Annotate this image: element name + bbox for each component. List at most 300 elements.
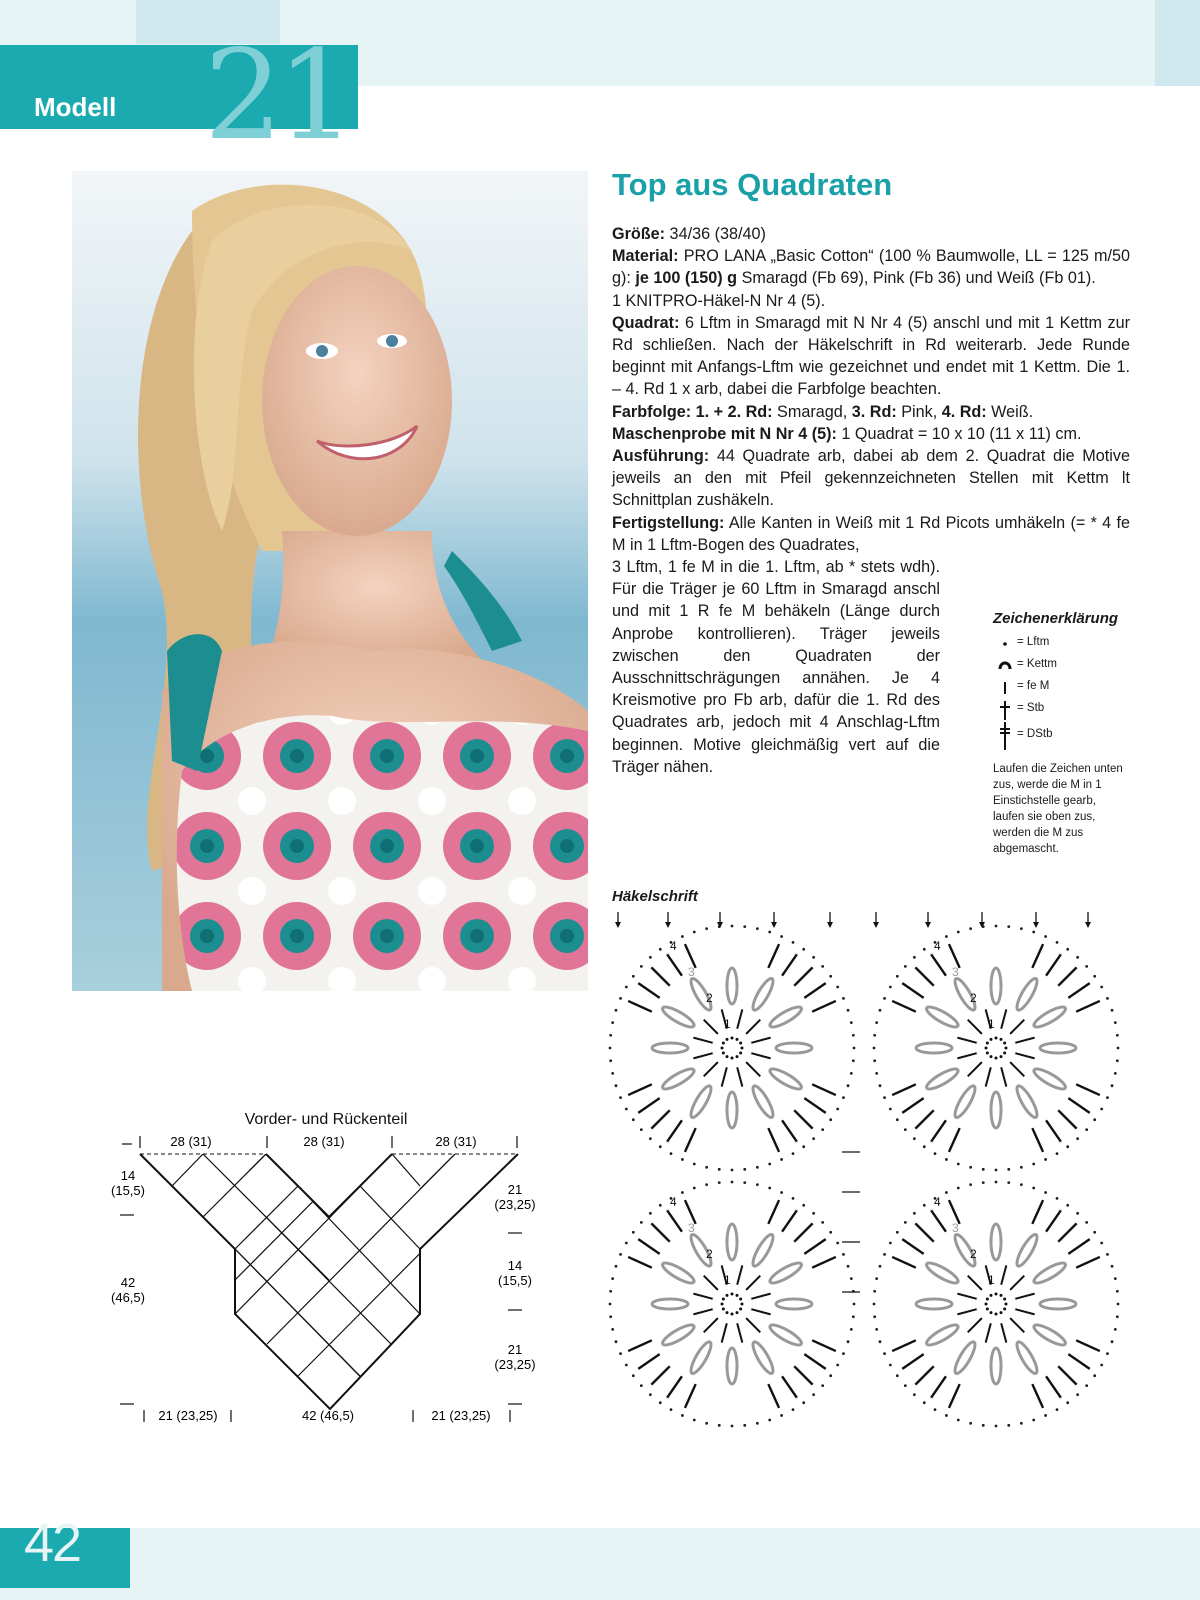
chain-dot (1116, 1059, 1119, 1062)
chain-dot (904, 1221, 907, 1224)
model-label: Modell (34, 92, 117, 122)
treble-mark (1032, 1384, 1043, 1408)
chain-dot (609, 1290, 612, 1293)
join-arrow-head (665, 922, 671, 928)
chain-dot (1000, 1311, 1003, 1314)
stitch-mark (704, 1020, 718, 1034)
petal-mark (750, 1340, 777, 1376)
treble-mark (667, 1210, 682, 1231)
chain-dot (768, 1163, 771, 1166)
spec-square: Quadrat: 6 Lftm in Smaragd mit N Nr 4 (5) anschl und mit 1 Kettm zur Rd schließen. Nach der Häkelschrift in Rd weiterarb. Jede Runde beginnt mit Anfangs-Lftm wie gezeichnet und endet mit 1 Kettm. Die 1. – 4. Rd 1 x arb, dabei die Farbfolge beachten. (612, 313, 1130, 399)
chain-dot (889, 986, 892, 989)
stitch-mark (722, 1323, 727, 1342)
petal-mark (1040, 1043, 1076, 1053)
chain-dot (609, 1047, 612, 1050)
treble-mark (1068, 1239, 1089, 1254)
chain-dot (768, 931, 771, 934)
round-label: 2 (970, 991, 977, 1005)
chain-dot (873, 1034, 876, 1037)
chain-dot (681, 1158, 684, 1161)
treble-mark (915, 1223, 933, 1241)
petal-mark (652, 1043, 688, 1053)
chain-dot (1117, 1047, 1120, 1050)
round-label: 1 (988, 1273, 995, 1287)
petal-mark (1040, 1299, 1076, 1309)
join-arrow-head (873, 922, 879, 928)
treble-mark (931, 1210, 946, 1231)
chain-dot (1066, 948, 1069, 951)
chain-dot (693, 1187, 696, 1190)
petal-mark (750, 1084, 777, 1120)
legend-item: = Stb (993, 699, 1128, 721)
chain-dot (792, 1408, 795, 1411)
chain-dot (850, 1072, 853, 1075)
treble-mark (1068, 983, 1089, 998)
chain-dot (1032, 1187, 1035, 1190)
stitch-mark (737, 1009, 742, 1028)
chain-dot (896, 1374, 899, 1377)
chain-dot (780, 1191, 783, 1194)
chain-dot (1116, 1315, 1119, 1318)
chain-dot (721, 1303, 724, 1306)
chain-dot (632, 1231, 635, 1234)
treble-mark (667, 954, 682, 975)
treble-mark (651, 1366, 669, 1384)
treble-mark (812, 1084, 836, 1095)
spec-hook: 1 KNITPRO-Häkel-N Nr 4 (5). (612, 291, 826, 310)
petal-mark (924, 1322, 960, 1349)
treble-mark (915, 1366, 933, 1384)
treble-mark (685, 1384, 696, 1408)
stitch-mark (704, 1318, 718, 1332)
chain-dot (850, 1021, 853, 1024)
treble-mark (628, 1340, 652, 1351)
chain-dot (792, 941, 795, 944)
chain-dot (883, 997, 886, 1000)
treble-mark (638, 1098, 659, 1113)
chain-dot (649, 1137, 652, 1140)
chain-dot (982, 1168, 985, 1171)
chain-dot (609, 1034, 612, 1037)
chain-dot (756, 1166, 759, 1169)
chain-dot (913, 956, 916, 959)
chain-dot (1066, 1145, 1069, 1148)
chain-dot (726, 1055, 729, 1058)
stitch-mark (737, 1323, 742, 1342)
stitch-mark (1010, 1318, 1024, 1332)
chain-dot (693, 1419, 696, 1422)
chain-dot (1000, 1294, 1003, 1297)
join-arrow-head (615, 922, 621, 928)
stitch-mark (704, 1276, 718, 1290)
treble-mark (949, 1384, 960, 1408)
chain-dot (847, 1084, 850, 1087)
chain-dot (615, 1340, 618, 1343)
chain-dot (693, 1163, 696, 1166)
chain-dot (726, 1294, 729, 1297)
join-arrow-head (925, 922, 931, 928)
chain-dot (741, 1303, 744, 1306)
chain-dot (829, 975, 832, 978)
treble-mark (902, 1098, 923, 1113)
chain-dot (739, 1298, 742, 1301)
chain-dot (1056, 941, 1059, 944)
chain-dot (842, 1096, 845, 1099)
chain-dot (1093, 975, 1096, 978)
chain-dot (802, 1204, 805, 1207)
chain-dot (1117, 1303, 1120, 1306)
stitch-mark (1015, 1309, 1034, 1314)
petal-mark (727, 1224, 737, 1260)
chain-dot (792, 1152, 795, 1155)
chain-dot (1000, 1055, 1003, 1058)
chain-dot (802, 1401, 805, 1404)
chain-dot (1056, 1152, 1059, 1155)
treble-mark (812, 1001, 836, 1012)
chain-dot (923, 1145, 926, 1148)
petal-mark (652, 1299, 688, 1309)
chain-dot (1003, 1298, 1006, 1301)
chain-dot (945, 1414, 948, 1417)
chain-dot (957, 1187, 960, 1190)
stitch-mark (957, 1053, 976, 1058)
chain-dot (670, 1152, 673, 1155)
chain-dot (852, 1034, 855, 1037)
chain-dot (875, 1072, 878, 1075)
chain-dot (731, 925, 734, 928)
petal-mark (991, 1348, 1001, 1384)
chain-dot (718, 1424, 721, 1427)
chain-dot (780, 1414, 783, 1417)
chain-dot (640, 1384, 643, 1387)
treble-mark (892, 1001, 916, 1012)
chain-dot (625, 986, 628, 989)
chain-dot (1066, 1401, 1069, 1404)
treble-mark (812, 1340, 836, 1351)
chain-dot (1106, 1253, 1109, 1256)
treble-mark (931, 1376, 946, 1397)
petal-mark (1014, 1084, 1041, 1120)
petal-mark (924, 1260, 960, 1287)
chain-dot (990, 1294, 993, 1297)
stitch-mark (957, 1038, 976, 1043)
chain-dot (995, 1169, 998, 1172)
chain-dot (945, 1191, 948, 1194)
chain-dot (768, 1187, 771, 1190)
chain-dot (842, 1352, 845, 1355)
chain-dot (896, 1118, 899, 1121)
chain-dot (1093, 1231, 1096, 1234)
chain-dot (957, 931, 960, 934)
symbol-legend (993, 610, 1128, 857)
top-dim-2: 28 (31) (303, 1134, 345, 1149)
chain-dot (821, 965, 824, 968)
petal-mark (660, 1260, 696, 1287)
chain-dot (731, 1293, 734, 1296)
chain-dot (1044, 935, 1047, 938)
chain-dot (986, 1052, 989, 1055)
chain-dot (736, 1055, 739, 1058)
chain-dot (847, 1009, 850, 1012)
chain-dot (743, 1181, 746, 1184)
treble-mark (949, 1128, 960, 1152)
chain-dot (1044, 1191, 1047, 1194)
chain-dot (1007, 1181, 1010, 1184)
stitch-mark (968, 1062, 982, 1076)
chain-dot (986, 1308, 989, 1311)
legend-item: = Kettm (993, 655, 1128, 677)
left-dim-1: 14 (15,5) (111, 1168, 145, 1198)
treble-mark (1076, 1257, 1100, 1268)
chain-dot (632, 1118, 635, 1121)
chain-dot (1076, 1212, 1079, 1215)
petal-mark (916, 1299, 952, 1309)
chain-dot (681, 1191, 684, 1194)
legend-item: = DStb (993, 721, 1128, 751)
chain-dot (957, 1163, 960, 1166)
chain-dot (986, 1298, 989, 1301)
treble-mark (667, 1120, 682, 1141)
chain-dot (1007, 925, 1010, 928)
chain-dot (896, 1231, 899, 1234)
stitch-mark (693, 1053, 712, 1058)
chain-dot (609, 1315, 612, 1318)
chain-dot (1007, 1168, 1010, 1171)
chain-dot (904, 965, 907, 968)
chain-dot (873, 1047, 876, 1050)
treble-mark (628, 1084, 652, 1095)
petal-mark (768, 1066, 804, 1093)
treble-mark (1058, 967, 1076, 985)
chain-dot (995, 925, 998, 928)
petal-mark (952, 1340, 979, 1376)
chain-dot (883, 1253, 886, 1256)
stitch-mark (704, 1062, 718, 1076)
treble-mark (1068, 1098, 1089, 1113)
right-dim-1: 21 (23,25) (494, 1182, 536, 1212)
page-number: 42 (24, 1513, 81, 1573)
round-label: 1 (988, 1017, 995, 1031)
chain-dot (1076, 1137, 1079, 1140)
petal-mark (768, 1322, 804, 1349)
treble-mark (1046, 1376, 1061, 1397)
petal-mark (750, 1232, 777, 1268)
chain-dot (995, 1037, 998, 1040)
chain-dot (625, 1108, 628, 1111)
join-arrow-head (1033, 922, 1039, 928)
chain-dot (969, 927, 972, 930)
petal-mark (1032, 1066, 1068, 1093)
chain-dot (1044, 1158, 1047, 1161)
treble-mark (651, 1223, 669, 1241)
stitch-mark (957, 1294, 976, 1299)
treble-mark (638, 1354, 659, 1369)
chain-dot (982, 1181, 985, 1184)
treble-mark (638, 983, 659, 998)
chain-dot (1003, 1042, 1006, 1045)
chain-dot (1093, 1374, 1096, 1377)
treble-mark (892, 1257, 916, 1268)
chain-dot (615, 1009, 618, 1012)
treble-mark (1058, 1223, 1076, 1241)
petal-mark (688, 1340, 715, 1376)
instructions-continued: 3 Lftm, 1 fe M in die 1. Lftm, ab * stets wdh). Für die Träger je 60 Lftm in Smaragd anschl und mit 1 R fe M behäkeln (Länge durch Anprobe kontrollieren). Träger jeweils zwischen den Quadraten der Ausschnittschrägungen annähen. Je 4 Kreismotive pro Fb arb, dafür die 1. Rd des Quadrates arb, jedoch mit 4 Anschlag-Lftm beginnen. Motive gleichmäßig vert auf die Träger nähen. (612, 558, 940, 776)
chain-dot (889, 1108, 892, 1111)
chain-dot (1111, 1340, 1114, 1343)
chain-dot (945, 935, 948, 938)
chain-dot (1114, 1277, 1117, 1280)
chain-dot (1020, 927, 1023, 930)
petal-mark (924, 1004, 960, 1031)
treble-mark (782, 1210, 797, 1231)
chain-dot (934, 1408, 937, 1411)
chain-dot (836, 1242, 839, 1245)
bottom-dim-1: 21 (23,25) (158, 1408, 218, 1423)
chain-dot (883, 1352, 886, 1355)
stitch-mark (722, 1067, 727, 1086)
treble-mark (794, 1366, 812, 1384)
chain-dot (873, 1315, 876, 1318)
chain-dot (875, 1277, 878, 1280)
chain-dot (957, 1419, 960, 1422)
chain-dot (873, 1059, 876, 1062)
petal-mark (660, 1066, 696, 1093)
chain-dot (1000, 1038, 1003, 1041)
treble-mark (902, 983, 923, 998)
petal-mark (776, 1043, 812, 1053)
chain-dot (611, 1328, 614, 1331)
chain-dot (1114, 1021, 1117, 1024)
chain-dot (879, 1084, 882, 1087)
chain-dot (1003, 1052, 1006, 1055)
join-arrow-head (1085, 922, 1091, 928)
chain-dot (995, 1293, 998, 1296)
chain-dot (640, 1128, 643, 1131)
chain-dot (632, 1374, 635, 1377)
chain-dot (985, 1303, 988, 1306)
chain-dot (1005, 1303, 1008, 1306)
chain-dot (812, 1212, 815, 1215)
chain-dot (821, 1221, 824, 1224)
stitch-mark (1015, 1038, 1034, 1043)
spec-color-sequence: Farbfolge: 1. + 2. Rd: Smaragd, 3. Rd: Pink, 4. Rd: Weiß. (612, 402, 1034, 421)
stitch-mark (986, 1067, 991, 1086)
round-label: 3 (688, 1221, 695, 1235)
round-label: 2 (970, 1247, 977, 1261)
chain-dot (821, 1128, 824, 1131)
chain-dot (743, 1168, 746, 1171)
treble-mark (1058, 1110, 1076, 1128)
chain-dot (659, 948, 662, 951)
chain-dot (852, 1059, 855, 1062)
top-dim-3: 28 (31) (435, 1134, 477, 1149)
petal-mark (1014, 976, 1041, 1012)
chain-dot (850, 1328, 853, 1331)
petal-mark (924, 1066, 960, 1093)
chain-dot (611, 1277, 614, 1280)
chain-dot (850, 1277, 853, 1280)
treble-mark (768, 1200, 779, 1224)
round-label: 2 (706, 1247, 713, 1261)
chain-dot (829, 1374, 832, 1377)
chain-dot (659, 1204, 662, 1207)
chain-dot (1032, 931, 1035, 934)
chain-dot (731, 1169, 734, 1172)
spec-material: Material: PRO LANA „Basic Cotton“ (100 % Baumwolle, LL = 125 m/50 g): je 100 (150) g Smaragd (Fb 69), Pink (Fb 36) und Weiß (Fb 01). (612, 247, 1130, 288)
chain-dot (875, 1328, 878, 1331)
treble-mark (638, 1239, 659, 1254)
chain-dot (829, 1118, 832, 1121)
join-arrow-head (827, 922, 833, 928)
chain-dot (923, 948, 926, 951)
chain-dot (873, 1290, 876, 1293)
chain-dot (1093, 1118, 1096, 1121)
treble-mark (902, 1354, 923, 1369)
chain-dot (1106, 997, 1109, 1000)
stitch-mark (693, 1309, 712, 1314)
chain-dot (756, 1422, 759, 1425)
legend-item: = fe M (993, 677, 1128, 699)
round-label: 4 (670, 1195, 677, 1209)
chain-dot (649, 956, 652, 959)
chain-dot (768, 1419, 771, 1422)
treble-mark (1032, 944, 1043, 968)
chain-dot (705, 1183, 708, 1186)
chain-dot (1100, 1364, 1103, 1367)
treble-mark (915, 967, 933, 985)
chain-dot-icon (997, 633, 1013, 655)
treble-mark (931, 1120, 946, 1141)
stitch-mark (746, 1020, 760, 1034)
petal-mark (660, 1322, 696, 1349)
treble-mark (782, 1376, 797, 1397)
chain-dot (619, 1352, 622, 1355)
chain-dot (1056, 1408, 1059, 1411)
stitch-mark (1015, 1053, 1034, 1058)
chain-dot (736, 1294, 739, 1297)
chain-dot (722, 1298, 725, 1301)
stitch-mark (968, 1318, 982, 1332)
chain-dot (990, 1055, 993, 1058)
petal-mark (1014, 1232, 1041, 1268)
crochet-chart (608, 912, 1128, 1452)
legend-note: Laufen die Zeichen unten zus, werde die M in 1 Einstichstelle gearb, laufen sie oben zus, werden die M zus abgemascht. (993, 763, 1123, 855)
cut-schematic (100, 1102, 560, 1432)
stitch-mark (751, 1053, 770, 1058)
chain-dot (615, 1084, 618, 1087)
chain-dot (780, 935, 783, 938)
petal-mark (776, 1299, 812, 1309)
legend-item: = Lftm (993, 633, 1128, 655)
stitch-mark (746, 1062, 760, 1076)
chain-dot (731, 1181, 734, 1184)
chain-dot (875, 1021, 878, 1024)
chain-dot (739, 1052, 742, 1055)
chain-dot (847, 1340, 850, 1343)
treble-mark (915, 1110, 933, 1128)
chain-dot (609, 1303, 612, 1306)
treble-mark (782, 1120, 797, 1141)
chain-dot (879, 1009, 882, 1012)
stitch-mark (751, 1309, 770, 1314)
chain-dot (743, 1424, 746, 1427)
chain-dot (969, 1183, 972, 1186)
chain-dot (995, 1425, 998, 1428)
chain-dot (1111, 1084, 1114, 1087)
chain-dot (1106, 1352, 1109, 1355)
chain-dot (756, 1183, 759, 1186)
petal-mark (1032, 1322, 1068, 1349)
